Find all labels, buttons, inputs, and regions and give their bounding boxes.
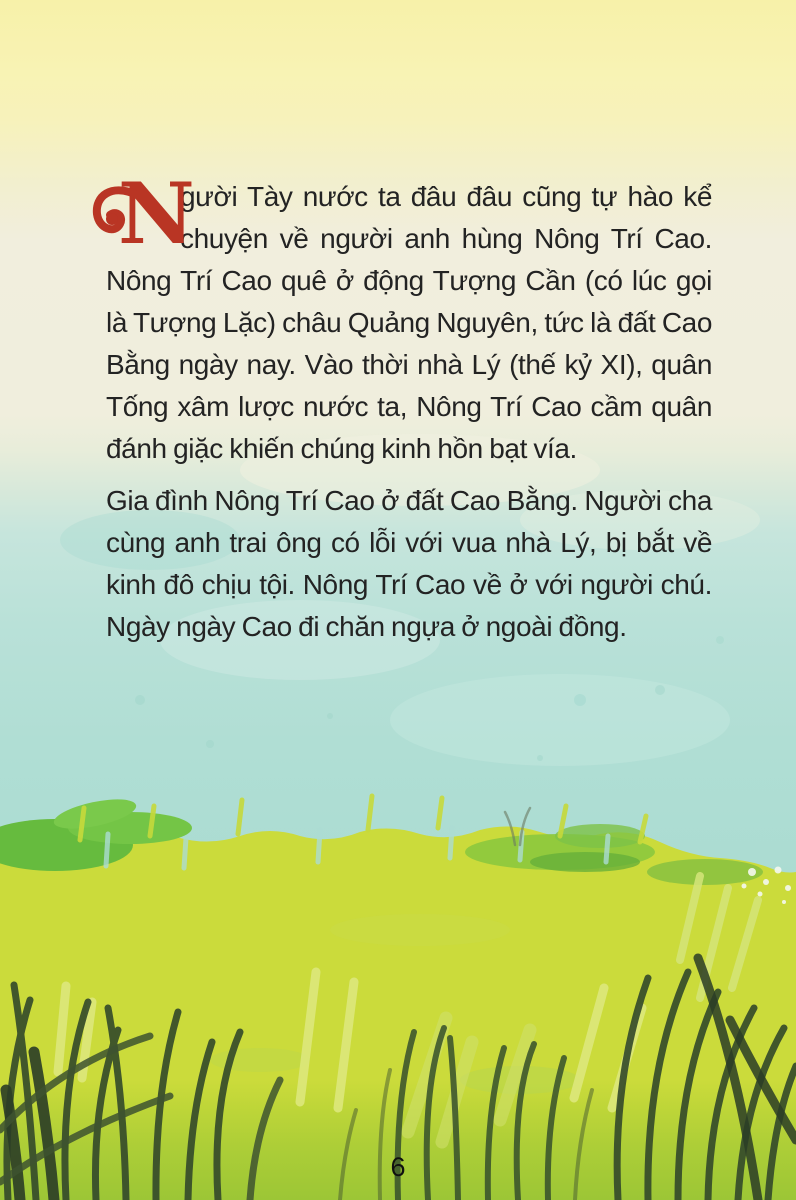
text-line: Gia đình Nông Trí Cao ở đất Cao Bằng. Người cha xyxy=(106,485,712,516)
text-line: Ngày ngày Cao đi chăn ngựa ở ngoài đồng. xyxy=(106,611,627,642)
drop-cap-letter xyxy=(118,164,195,263)
text-line: Bằng ngày nay. Vào thời nhà Lý (thế kỷ XI), quân xyxy=(106,349,712,380)
text-line: gười Tày nước ta đâu đâu cũng tự hào kể xyxy=(180,181,712,212)
page-number: 6 xyxy=(390,1152,406,1182)
story-paragraph-2 xyxy=(106,480,712,648)
text-line: là Tượng Lặc) châu Quảng Nguyên, tức là đất Cao xyxy=(106,307,712,338)
text-line: kinh đô chịu tội. Nông Trí Cao về ở với người chú. xyxy=(106,569,712,600)
drop-cap-glyph: N xyxy=(118,164,195,263)
text-line: Tống xâm lược nước ta, Nông Trí Cao cầm quân xyxy=(106,391,712,422)
text-line: Nông Trí Cao quê ở động Tượng Cần (có lúc gọi xyxy=(106,265,712,296)
text-line: đánh giặc khiến chúng kinh hồn bạt vía. xyxy=(106,433,577,464)
story-paragraph-1 xyxy=(106,176,712,470)
text-line: chuyện về người anh hùng Nông Trí Cao. xyxy=(180,223,712,254)
story-text-block xyxy=(106,164,712,648)
text-line: cùng anh trai ông có lỗi với vua nhà Lý, bị bắt về xyxy=(106,527,712,558)
drop-cap-swash-ornament xyxy=(91,184,137,244)
